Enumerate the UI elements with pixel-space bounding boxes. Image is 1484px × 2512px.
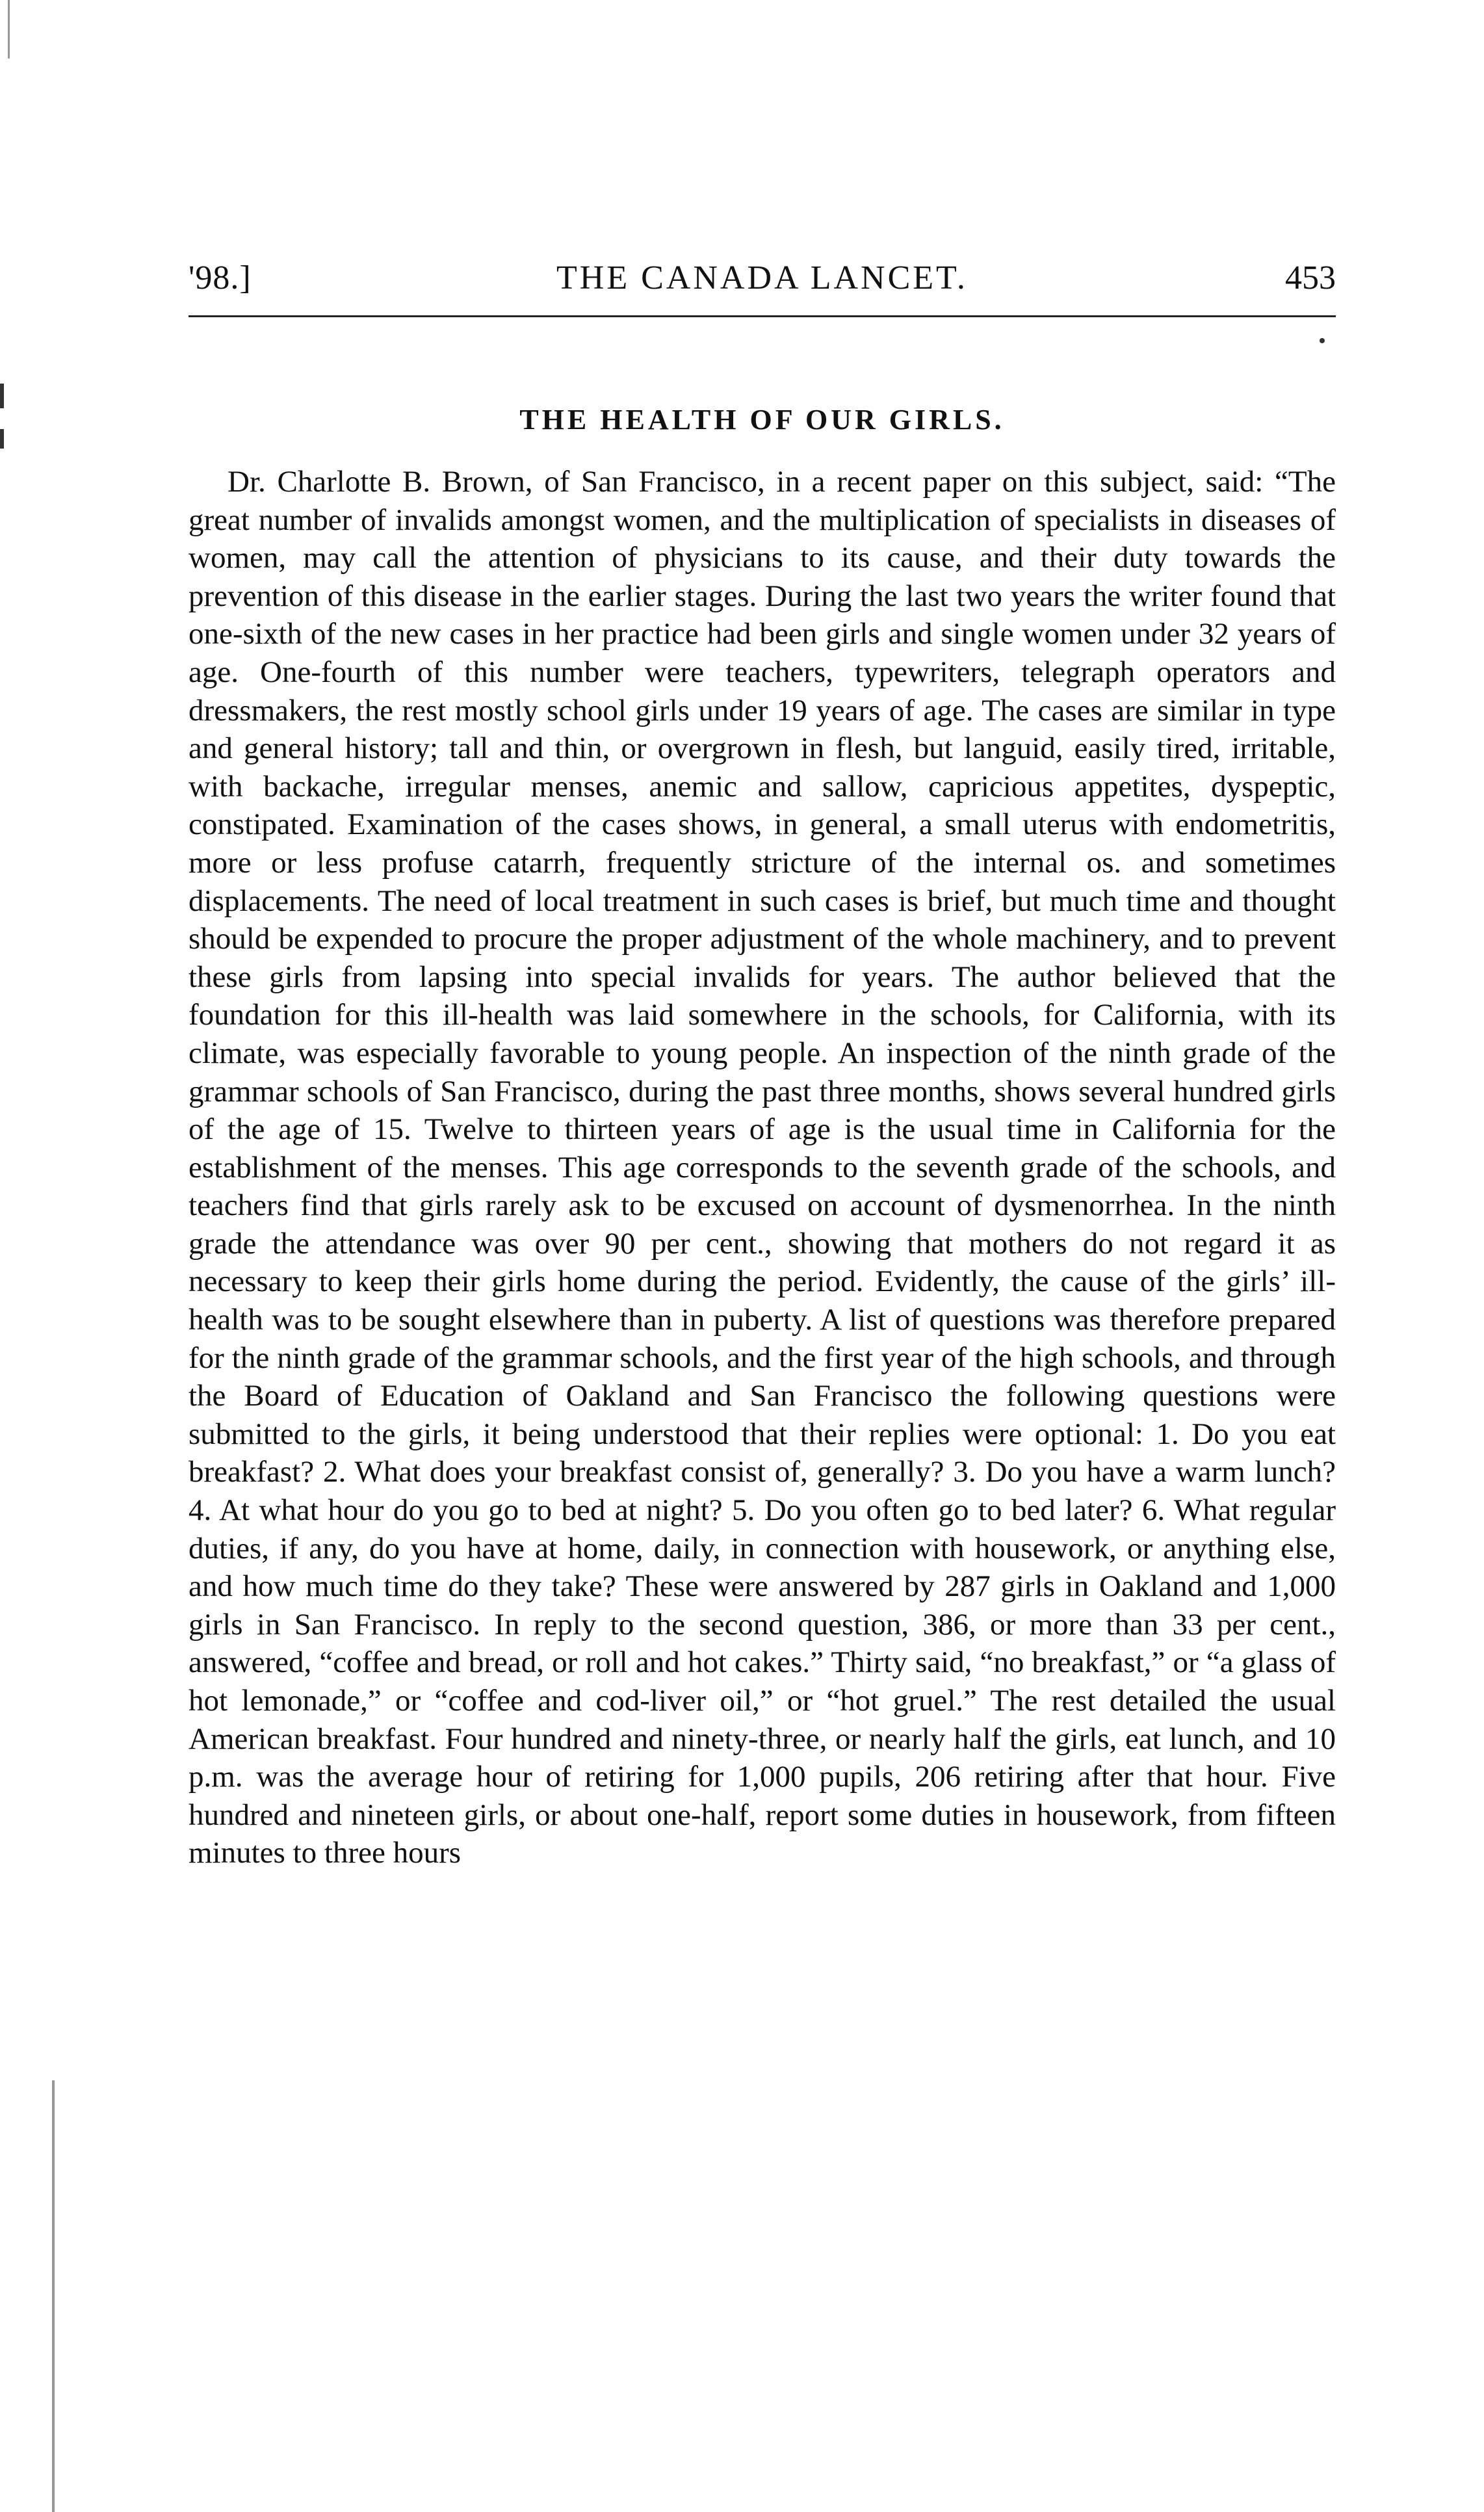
page-number: 453	[1285, 259, 1336, 296]
issue-year: '98.]	[189, 259, 252, 296]
stray-dot	[1320, 338, 1325, 343]
binding-edge-lower	[52, 2080, 55, 2512]
article-paragraph: Dr. Charlotte B. Brown, of San Francisco, in a recent paper on this subject, said: “The great number of invalids amongst women, and the multiplication of specialists in diseases of women, may call the attention of physicians to its cause, and their duty towards the prevention of this disease in the earlier stages. During the last two years the writer found that one-sixth of the new cases in her practice had been girls and single women under 32 years of age. One-fourth of this number were teachers, typewriters, telegraph operators and dressmakers, the rest mostly school girls under 19 years of age. The cases are similar in type and general history; tall and thin, or overgrown in flesh, but languid, easily tired, irritable, with backache, irregular menses, anemic and sallow, capricious appetites, dyspeptic, constipated. Examination of the cases shows, in general, a small uterus with endometritis, more or less profuse catarrh, frequently stricture of the internal os. and sometimes displacements. The need of local treatment in such cases is brief, but much time and thought should be expended to procure the proper adjustment of the whole machinery, and to prevent these girls from lapsing into special invalids for years. The author believed that the foundation for this ill-health was laid somewhere in the schools, for California, with its climate, was especially favorable to young people. An inspection of the ninth grade of the grammar schools of San Francisco, during the past three months, shows several hundred girls of the age of 15. Twelve to thirteen years of age is the usual time in California for the establishment of the menses. This age corresponds to the seventh grade of the schools, and teachers find that girls rarely ask to be excused on account of dysmenorrhea. In the ninth grade the attendance was over 90 per cent., showing that mothers do not regard it as necessary to keep their girls home during the period. Evidently, the cause of the girls’ ill-health was to be sought elsewhere than in puberty. A list of questions was therefore prepared for the ninth grade of the grammar schools, and the first year of the high schools, and through the Board of Education of Oakland and San Francisco the following questions were submitted to the girls, it being understood that their replies were optional: 1. Do you eat breakfast? 2. What does your breakfast consist of, generally? 3. Do you have a warm lunch? 4. At what hour do you go to bed at night? 5. Do you often go to bed later? 6. What regular duties, if any, do you have at home, daily, in connection with housework, or anything else, and how much time do they take? These were answered by 287 girls in Oakland and 1,000 girls in San Francisco. In reply to the second question, 386, or more than 33 per cent., answered, “coffee and bread, or roll and hot cakes.” Thirty said, “no breakfast,” or “a glass of hot lemonade,” or “coffee and cod-liver oil,” or “hot gruel.” The rest detailed the usual American breakfast. Four hundred and ninety-three, or nearly half the girls, eat lunch, and 10 p.m. was the average hour of retiring for 1,000 pupils, 206 retiring after that hour. Five hundred and nineteen girls, or about one-half, report some duties in housework, from fifteen minutes to three hours	[189, 465, 1336, 1870]
running-head	[189, 259, 1336, 311]
article-body	[189, 463, 1336, 1872]
binding-mark	[0, 429, 4, 449]
header-rule	[189, 315, 1336, 317]
binding-edge-top	[8, 0, 10, 59]
article-title: THE HEALTH OF OUR GIRLS.	[519, 404, 1005, 436]
binding-mark	[0, 384, 4, 408]
journal-title: THE CANADA LANCET.	[556, 259, 968, 296]
